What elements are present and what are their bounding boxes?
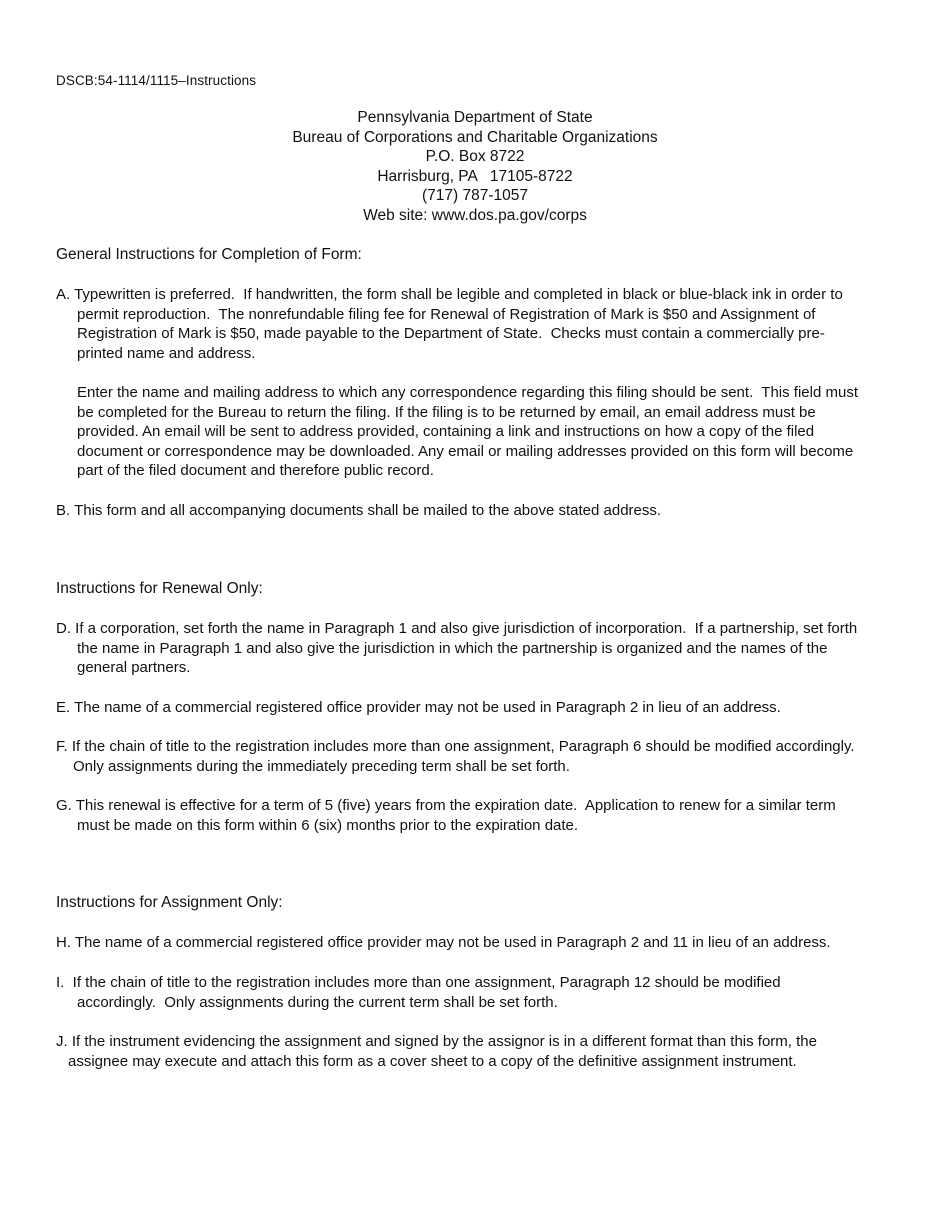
item-a-line: printed name and address. <box>77 344 256 362</box>
item-a-para2-line: part of the filed document and therefore public record. <box>77 462 434 480</box>
item-a-line: A. Typewritten is preferred. If handwritten, the form shall be legible and completed in black or blue-black ink in order to <box>56 286 843 303</box>
item-j-line: J. If the instrument evidencing the assignment and signed by the assignor is in a different format than this form, the <box>56 1033 817 1050</box>
department-name: Pennsylvania Department of State <box>357 109 593 126</box>
instruction-item-b <box>56 501 898 521</box>
instruction-item-j <box>56 1032 898 1071</box>
instruction-item-a-paragraph-2 <box>77 383 897 481</box>
instruction-item-e <box>56 698 898 718</box>
website: Web site: www.dos.pa.gov/corps <box>363 206 587 224</box>
item-i-line: I. If the chain of title to the registration includes more than one assignment, Paragraph 12 should be modified <box>56 974 781 991</box>
item-f-line: Only assignments during the immediately preceding term shall be set forth. <box>73 757 570 775</box>
item-a-line: permit reproduction. The nonrefundable filing fee for Renewal of Registration of Mark is $50 and Assignment of <box>77 305 816 323</box>
instruction-item-h <box>56 933 898 953</box>
item-f-line: F. If the chain of title to the registration includes more than one assignment, Paragraph 6 should be modified accordingly. <box>56 738 855 755</box>
instruction-item-f <box>56 737 898 776</box>
item-d-line: D. If a corporation, set forth the name in Paragraph 1 and also give jurisdiction of incorporation. If a partnership, set forth <box>56 620 858 637</box>
item-b-line: B. This form and all accompanying documents shall be mailed to the above stated address. <box>56 502 662 519</box>
phone-number: (717) 787-1057 <box>422 187 528 205</box>
instruction-item-i <box>56 973 898 1012</box>
assignment-instructions-title: Instructions for Assignment Only: <box>56 894 283 911</box>
item-j-line: assignee may execute and attach this form as a cover sheet to a copy of the definitive assignment instrument. <box>68 1052 797 1070</box>
item-a-para2-line: be completed for the Bureau to return the filing. If the filing is to be returned by email, an email address must be <box>77 403 816 421</box>
city-state-zip: Harrisburg, PA 17105-8722 <box>377 167 573 185</box>
instruction-item-g <box>56 796 898 835</box>
general-instructions-title: General Instructions for Completion of Form: <box>56 246 362 263</box>
item-d-line: general partners. <box>77 659 191 677</box>
item-a-para2-line: document or correspondence may be downloaded. Any email or mailing addresses provided on this form will become <box>77 442 854 460</box>
form-id: DSCB:54-1114/1115–Instructions <box>56 73 257 88</box>
instruction-item-d <box>56 619 898 678</box>
agency-header <box>0 108 950 226</box>
item-g-line: must be made on this form within 6 (six) months prior to the expiration date. <box>77 816 579 834</box>
item-a-line: Registration of Mark is $50, made payable to the Department of State. Checks must contain a commercially pre- <box>77 325 825 343</box>
item-a-para2-line: provided. An email will be sent to address provided, containing a link and instructions on how a copy of the filed <box>77 423 815 441</box>
instruction-item-a <box>56 285 898 363</box>
item-d-line: the name in Paragraph 1 and also give the jurisdiction in which the partnership is organized and the names of the <box>77 639 828 657</box>
item-a-para2-line: Enter the name and mailing address to which any correspondence regarding this filing should be sent. This field must <box>77 384 858 401</box>
item-g-line: G. This renewal is effective for a term of 5 (five) years from the expiration date. Application to renew for a similar term <box>56 797 836 814</box>
po-box: P.O. Box 8722 <box>425 148 525 166</box>
item-e-line: E. The name of a commercial registered office provider may not be used in Paragraph 2 in lieu of an address. <box>56 699 781 716</box>
item-i-line: accordingly. Only assignments during the current term shall be set forth. <box>77 993 558 1011</box>
bureau-name: Bureau of Corporations and Charitable Organizations <box>292 128 658 146</box>
renewal-instructions-title: Instructions for Renewal Only: <box>56 580 263 597</box>
item-h-line: H. The name of a commercial registered office provider may not be used in Paragraph 2 and 11 in lieu of an address. <box>56 934 831 951</box>
